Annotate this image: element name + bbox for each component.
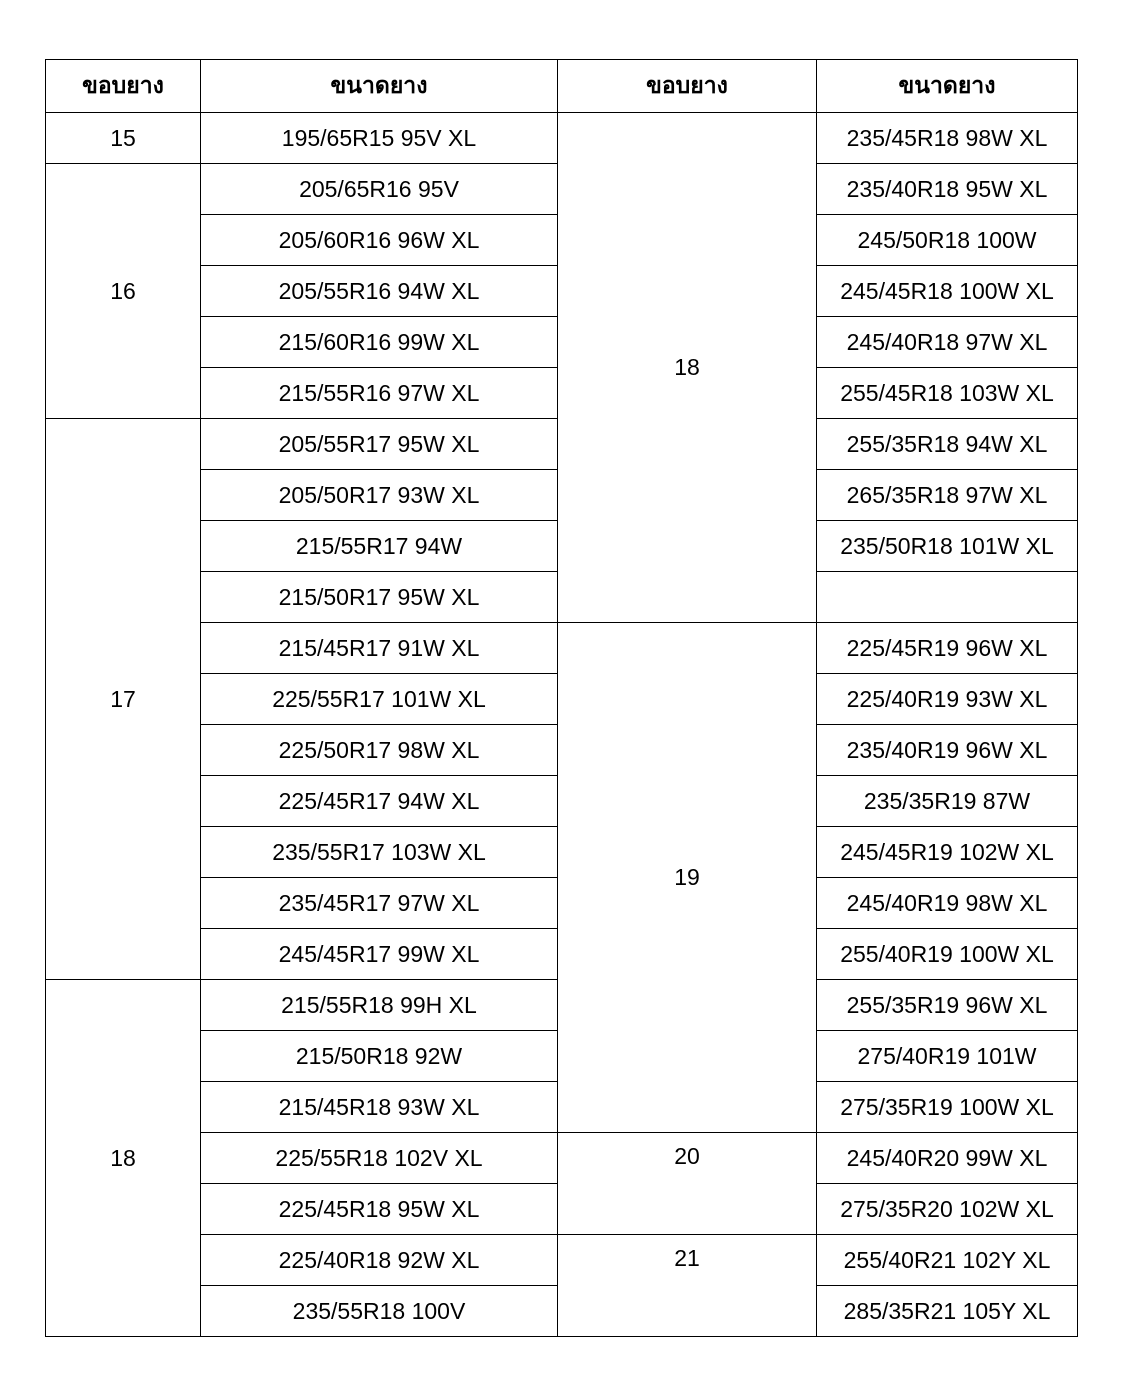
size-cell: 225/40R19 93W XL [817, 674, 1078, 725]
table-row [46, 1133, 1078, 1184]
size-cell: 225/45R19 96W XL [817, 623, 1078, 674]
size-cell: 235/55R18 100V [201, 1286, 558, 1337]
size-cell: 275/40R19 101W [817, 1031, 1078, 1082]
size-cell: 225/55R17 101W XL [201, 674, 558, 725]
size-cell: 255/35R18 94W XL [817, 419, 1078, 470]
size-cell: 255/40R19 100W XL [817, 929, 1078, 980]
rim-cell: 18 [46, 980, 201, 1337]
size-cell: 225/45R18 95W XL [201, 1184, 558, 1235]
size-cell: 245/40R18 97W XL [817, 317, 1078, 368]
size-cell: 235/40R18 95W XL [817, 164, 1078, 215]
size-cell: 225/45R17 94W XL [201, 776, 558, 827]
rim-cell: 21 [558, 1235, 817, 1337]
size-cell [817, 572, 1078, 623]
size-cell: 225/55R18 102V XL [201, 1133, 558, 1184]
size-cell: 215/55R18 99H XL [201, 980, 558, 1031]
size-cell: 235/55R17 103W XL [201, 827, 558, 878]
table-row [46, 1235, 1078, 1286]
size-cell: 205/65R16 95V [201, 164, 558, 215]
size-cell: 225/40R18 92W XL [201, 1235, 558, 1286]
header-size-left: ขนาดยาง [201, 60, 558, 113]
size-cell: 205/50R17 93W XL [201, 470, 558, 521]
size-cell: 275/35R20 102W XL [817, 1184, 1078, 1235]
size-cell: 255/45R18 103W XL [817, 368, 1078, 419]
size-cell: 205/55R17 95W XL [201, 419, 558, 470]
size-cell: 215/50R18 92W [201, 1031, 558, 1082]
header-rim-right: ขอบยาง [558, 60, 817, 113]
rim-cell: 18 [558, 113, 817, 623]
size-cell: 215/60R16 99W XL [201, 317, 558, 368]
rim-cell: 19 [558, 623, 817, 1133]
size-cell: 215/50R17 95W XL [201, 572, 558, 623]
size-cell: 235/45R18 98W XL [817, 113, 1078, 164]
size-cell: 265/35R18 97W XL [817, 470, 1078, 521]
size-cell: 225/50R17 98W XL [201, 725, 558, 776]
size-cell: 245/40R19 98W XL [817, 878, 1078, 929]
size-cell: 235/40R19 96W XL [817, 725, 1078, 776]
size-cell: 215/55R17 94W [201, 521, 558, 572]
size-cell: 235/45R17 97W XL [201, 878, 558, 929]
size-cell: 195/65R15 95V XL [201, 113, 558, 164]
rim-cell: 20 [558, 1133, 817, 1235]
rim-cell: 17 [46, 419, 201, 980]
size-cell: 245/45R18 100W XL [817, 266, 1078, 317]
table-row [46, 623, 1078, 674]
size-cell: 255/35R19 96W XL [817, 980, 1078, 1031]
size-cell: 245/45R19 102W XL [817, 827, 1078, 878]
rim-cell: 15 [46, 113, 201, 164]
table-row [46, 113, 1078, 164]
header-size-right: ขนาดยาง [817, 60, 1078, 113]
size-cell: 215/45R18 93W XL [201, 1082, 558, 1133]
size-cell: 255/40R21 102Y XL [817, 1235, 1078, 1286]
size-cell: 205/55R16 94W XL [201, 266, 558, 317]
size-cell: 245/40R20 99W XL [817, 1133, 1078, 1184]
size-cell: 245/50R18 100W [817, 215, 1078, 266]
size-cell: 285/35R21 105Y XL [817, 1286, 1078, 1337]
header-row [46, 60, 1078, 113]
size-cell: 215/45R17 91W XL [201, 623, 558, 674]
size-cell: 235/35R19 87W [817, 776, 1078, 827]
size-cell: 205/60R16 96W XL [201, 215, 558, 266]
size-cell: 235/50R18 101W XL [817, 521, 1078, 572]
header-rim-left: ขอบยาง [46, 60, 201, 113]
size-cell: 245/45R17 99W XL [201, 929, 558, 980]
rim-cell: 16 [46, 164, 201, 419]
tire-size-table [45, 59, 1078, 1337]
size-cell: 215/55R16 97W XL [201, 368, 558, 419]
size-cell: 275/35R19 100W XL [817, 1082, 1078, 1133]
